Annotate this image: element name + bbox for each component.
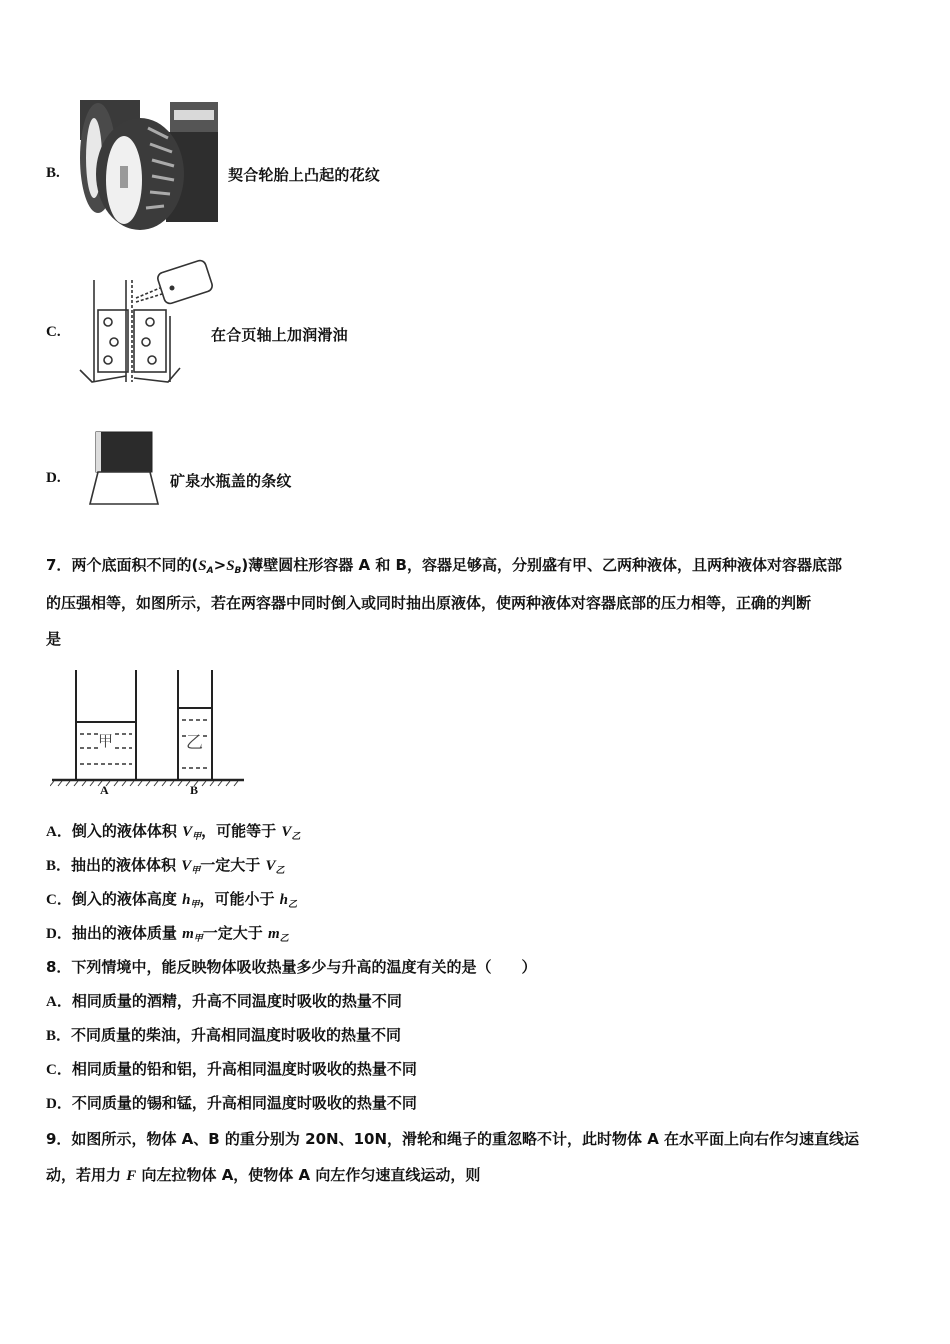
q9-stem-line1: 9．如图所示，物体 A、B 的重分别为 20N、10N，滑轮和绳子的重忽略不计，此时物体 A 在水平面上向右作匀速直线运 [46,1130,860,1148]
q7-option-d[interactable]: D．抽出的液体质量 $m_甲$一定大于 $m_乙$ [46,924,289,944]
container-a-label: A [100,783,109,797]
q7-stem-line2: 的压强相等，如图所示，若在两容器中同时倒入或同时抽出原液体，使两种液体对容器底部的压力相等，正确的判断 [46,594,812,612]
option-d-text: 矿泉水瓶盖的条纹 [170,472,292,490]
q8-stem: 8．下列情境中，能反映物体吸收热量多少与升高的温度有关的是（ ） [46,958,537,976]
q9-stem-line2: 动，若用力 F 向左拉物体 A，使物体 A 向左作匀速直线运动，则 [46,1166,481,1184]
q8-option-b[interactable]: B．不同质量的柴油，升高相同温度时吸收的热量不同 [46,1026,402,1044]
option-c-text: 在合页轴上加润滑油 [211,326,348,344]
bottle-cap-image [86,430,162,508]
tractor-tire-image [78,98,220,230]
container-b-label: B [190,783,199,797]
q7-option-c[interactable]: C．倒入的液体高度 $h_甲$，可能小于 $h_乙$ [46,890,298,910]
containers-figure [50,668,246,798]
option-b-label: B. [46,165,60,181]
q7-stem-line1: 7．两个底面积不同的$(S_A>S_B)$薄壁圆柱形容器 A 和 B，容器足够高，分别盛有甲、乙两种液体，且两种液体对容器底部 [46,556,842,576]
liquid-a-label: 甲 [98,732,114,750]
option-d-label: D. [46,470,61,486]
liquid-b-label: 乙 [186,728,203,753]
q7-option-b[interactable]: B．抽出的液体体积 $V_甲$一定大于 $V_乙$ [46,856,285,876]
q8-option-a[interactable]: A．相同质量的酒精，升高不同温度时吸收的热量不同 [46,992,402,1010]
q8-option-d[interactable]: D．不同质量的锡和锰，升高相同温度时吸收的热量不同 [46,1094,417,1112]
q7-stem-line3: 是 [46,630,62,648]
q8-option-c[interactable]: C．相同质量的铅和铝，升高相同温度时吸收的热量不同 [46,1060,417,1078]
option-c-label: C. [46,324,61,340]
option-b-text: 契合轮胎上凸起的花纹 [228,166,381,184]
q7-option-a[interactable]: A．倒入的液体体积 $V_甲$，可能等于 $V_乙$ [46,822,301,842]
hinge-oil-can-image [76,258,216,390]
